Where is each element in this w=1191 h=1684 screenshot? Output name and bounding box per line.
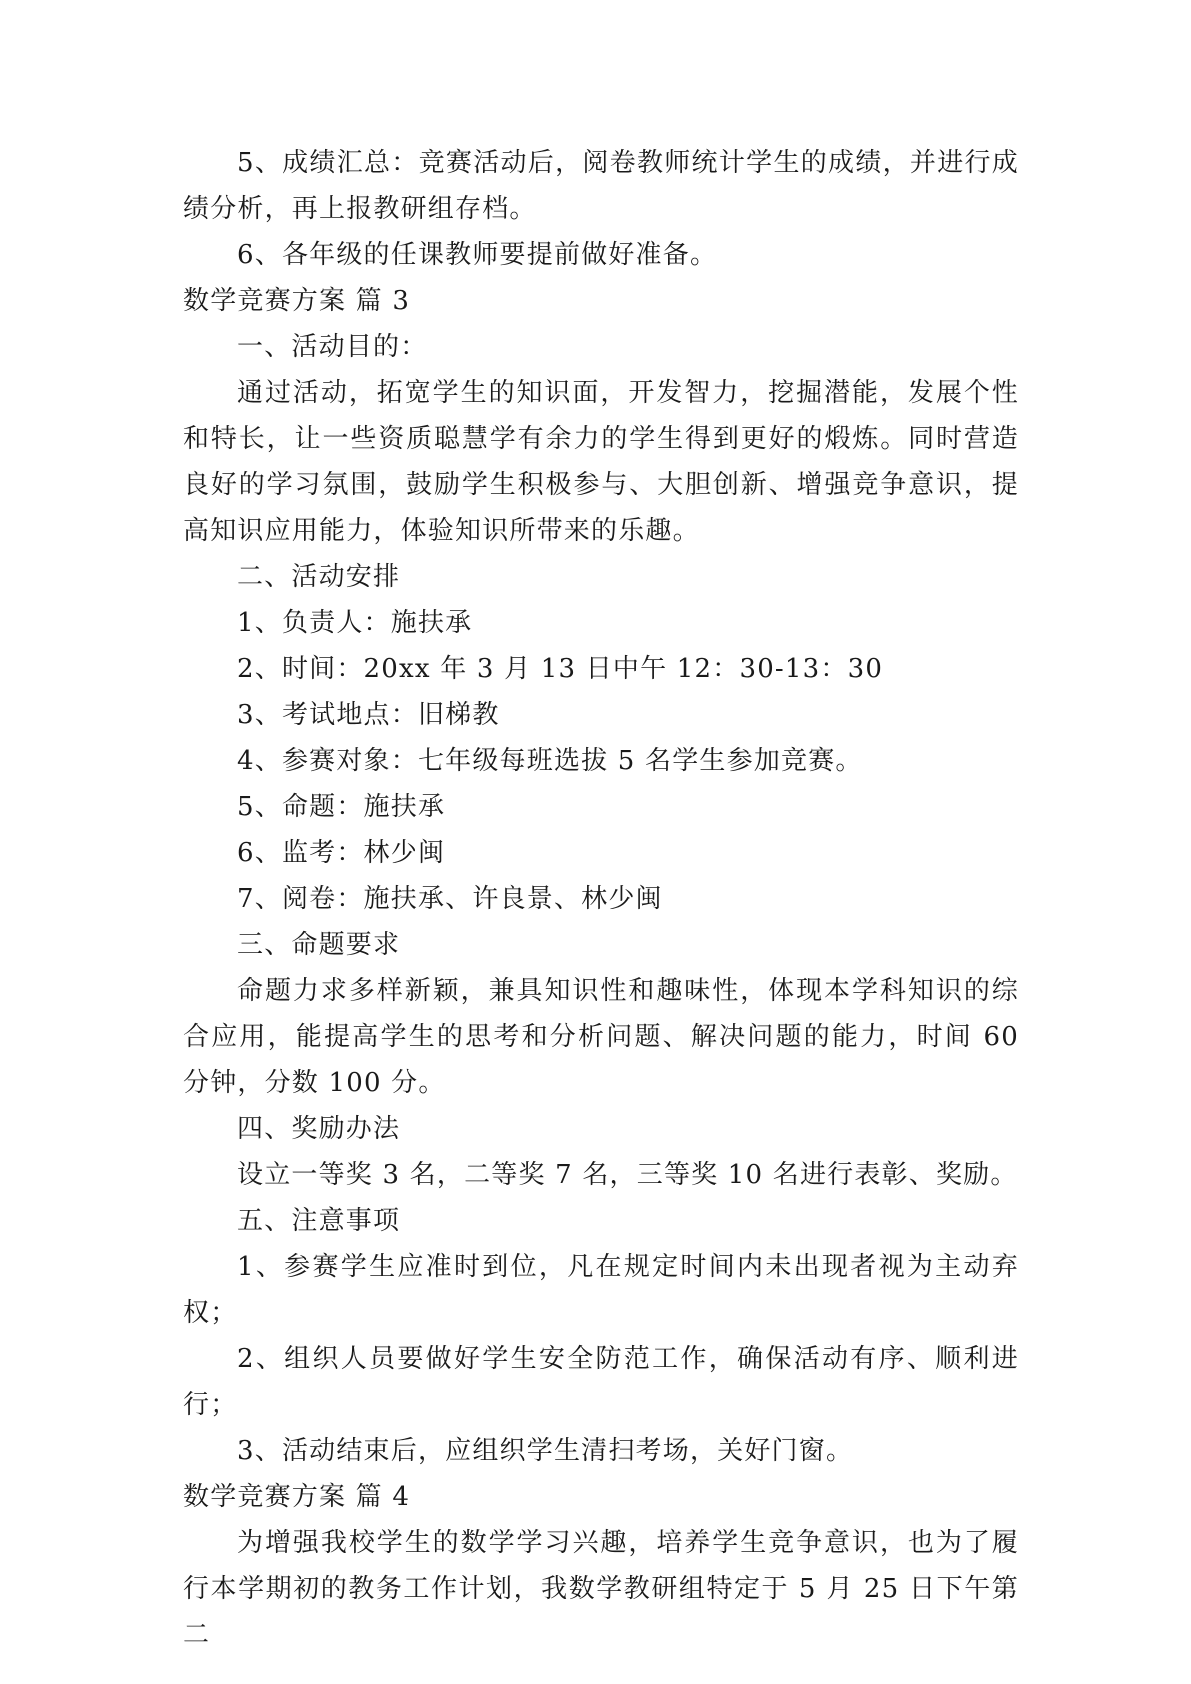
paragraph-activity-purpose: 通过活动，拓宽学生的知识面，开发智力，挖掘潜能，发展个性和特长，让一些资质聪慧学有余力的学生得到更好的煅炼。同时营造良好的学习氛围，鼓励学生积极参与、大胆创新、增强竞争意识，提高知识应用能力，体验知识所带来的乐趣。 <box>183 378 1019 546</box>
document-body <box>183 140 1019 1658</box>
list-item-invigilator: 6、监考：林少闽 <box>237 838 446 868</box>
list-item-note-2: 2、组织人员要做好学生安全防范工作，确保活动有序、顺利进行； <box>183 1344 1019 1420</box>
list-item-note-1: 1、参赛学生应准时到位，凡在规定时间内未出现者视为主动弃权； <box>183 1252 1019 1328</box>
subheading-question-requirements: 三、命题要求 <box>237 930 401 960</box>
list-item-participants: 4、参赛对象：七年级每班选拔 5 名学生参加竞赛。 <box>237 746 863 776</box>
list-item-exam-location: 3、考试地点：旧梯教 <box>237 700 500 730</box>
paragraph-question-requirements: 命题力求多样新颖，兼具知识性和趣味性，体现本学科知识的综合应用，能提高学生的思考和分析问题、解决问题的能力，时间 60 分钟，分数 100 分。 <box>183 976 1019 1098</box>
subheading-reward-method: 四、奖励办法 <box>237 1114 401 1144</box>
paragraph-reward-method: 设立一等奖 3 名，二等奖 7 名，三等奖 10 名进行表彰、奖励。 <box>237 1160 1018 1190</box>
paragraph-plan-4-intro: 为增强我校学生的数学学习兴趣，培养学生竞争意识，也为了履行本学期初的教务工作计划，我数学教研组特定于 5 月 25 日下午第二 <box>183 1528 1019 1650</box>
paragraph-score-summary: 5、成绩汇总：竞赛活动后，阅卷教师统计学生的成绩，并进行成绩分析，再上报教研组存档。 <box>183 148 1019 224</box>
list-item-question-setter: 5、命题：施扶承 <box>237 792 446 822</box>
list-item-time: 2、时间：20xx 年 3 月 13 日中午 12：30-13：30 <box>237 654 884 684</box>
list-item-graders: 7、阅卷：施扶承、许良景、林少闽 <box>237 884 663 914</box>
section-heading-plan-3: 数学竞赛方案 篇 3 <box>183 286 411 316</box>
section-heading-plan-4: 数学竞赛方案 篇 4 <box>183 1482 411 1512</box>
list-item-person-in-charge: 1、负责人：施扶承 <box>237 608 473 638</box>
paragraph-teacher-preparation: 6、各年级的任课教师要提前做好准备。 <box>237 240 718 270</box>
subheading-activity-arrangement: 二、活动安排 <box>237 562 401 592</box>
subheading-activity-purpose: 一、活动目的： <box>237 332 428 362</box>
subheading-notes: 五、注意事项 <box>237 1206 401 1236</box>
list-item-note-3: 3、活动结束后，应组织学生清扫考场，关好门窗。 <box>237 1436 854 1466</box>
